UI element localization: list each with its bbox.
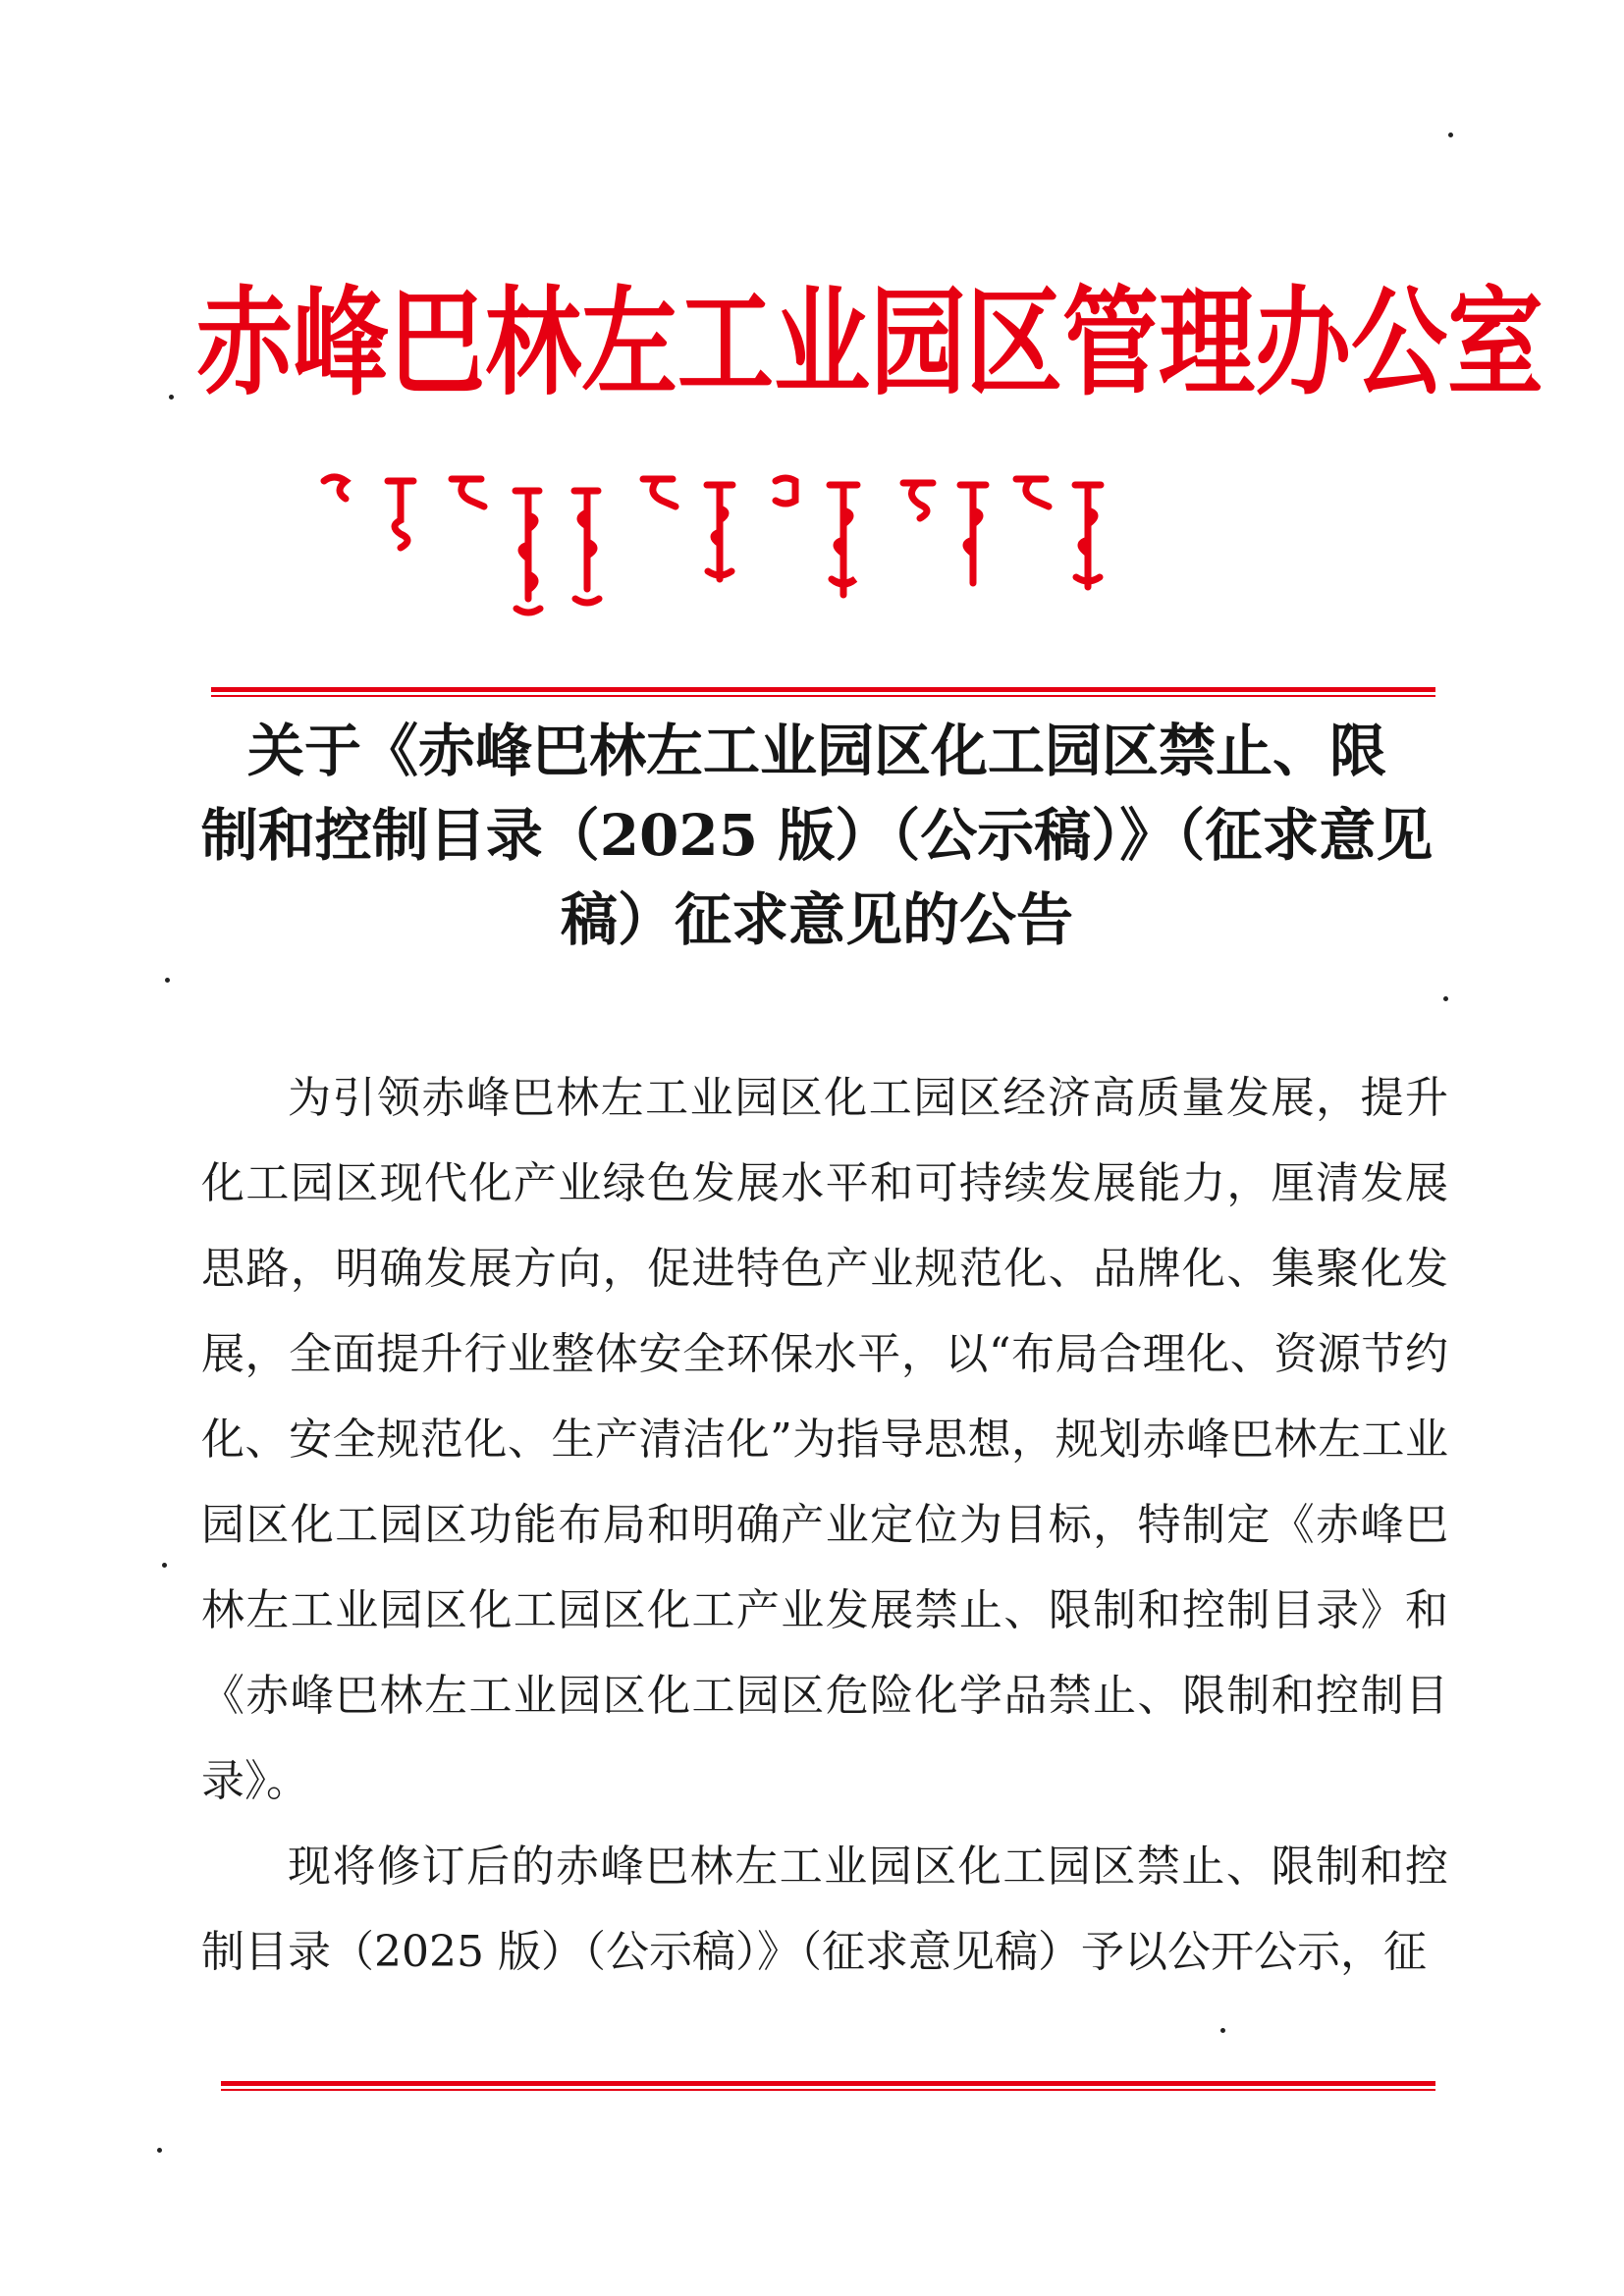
- scan-speck: [1220, 2028, 1225, 2033]
- top-red-rule: [211, 687, 1435, 699]
- title-line-3: 稿）征求意见的公告: [560, 886, 1073, 953]
- scan-speck: [162, 1563, 167, 1568]
- mongolian-glyph: [1075, 485, 1101, 587]
- mongolian-glyph: [903, 483, 933, 518]
- mongolian-glyph: [830, 485, 857, 595]
- scan-speck: [169, 395, 174, 400]
- mongolian-glyph: [960, 485, 986, 583]
- document-body: [201, 1055, 1448, 1995]
- bottom-red-rule: [221, 2081, 1435, 2093]
- scan-speck: [1443, 996, 1448, 1001]
- body-paragraph-1: 为引领赤峰巴林左工业园区化工园区经济高质量发展，提升化工园区现代化产业绿色发展水平和可持续发展能力，厘清发展思路，明确发展方向，促进特色产业规范化、品牌化、集聚化发展，全面提升行业整体安全环保水平，以“布局合理化、资源节约化、安全规范化、生产清洁化”为指导思想，规划赤峰巴林左工业园区化工园区功能布局和明确产业定位为目标，特制定《赤峰巴林左工业园区化工园区化工产业发展禁止、限制和控制目录》和《赤峰巴林左工业园区化工园区危险化学品禁止、限制和控制目录》。: [201, 1073, 1448, 1806]
- title-line-2: 制和控制目录（2025 版）（公示稿）》（征求意见: [200, 802, 1434, 869]
- mongolian-glyph: [643, 479, 676, 507]
- mongolian-glyph: [776, 478, 795, 504]
- letterhead-mongolian-script: [304, 461, 1365, 638]
- scan-speck: [1448, 133, 1453, 137]
- body-paragraph-2: 现将修订后的赤峰巴林左工业园区化工园区禁止、限制和控制目录（2025 版）（公示稿）》（征求意见稿）予以公开公示，征: [201, 1842, 1448, 1977]
- mongolian-glyph: [574, 491, 599, 603]
- title-line-1: 关于《赤峰巴林左工业园区化工园区禁止、限: [246, 718, 1386, 784]
- mongolian-glyph: [707, 485, 732, 579]
- mongolian-glyph: [324, 477, 346, 499]
- scan-speck: [157, 2148, 162, 2153]
- scan-speck: [165, 978, 170, 983]
- mongolian-glyph: [388, 481, 413, 548]
- mongolian-glyph: [1016, 479, 1049, 507]
- document-title: [196, 709, 1437, 962]
- mongolian-script-glyphs: [304, 461, 1365, 638]
- mongolian-glyph: [515, 491, 540, 613]
- mongolian-glyph: [452, 479, 484, 507]
- letterhead-org-name: 赤峰巴林左工业园区管理办公室: [196, 275, 1544, 412]
